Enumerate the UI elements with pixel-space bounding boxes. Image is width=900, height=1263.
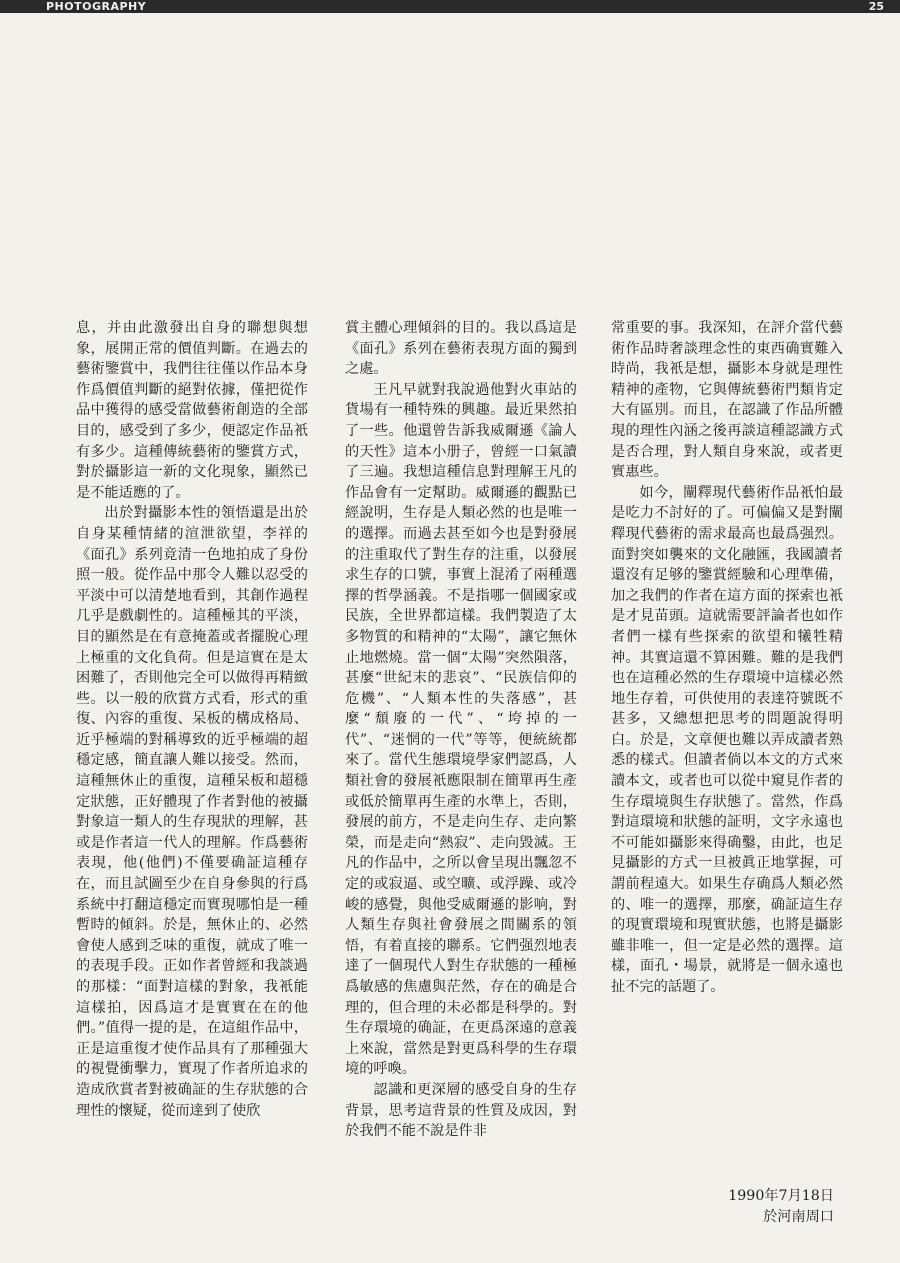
paragraph: 息，并由此激發出自身的聯想與想象，展開正常的價值判斷。在過去的藝術鑒賞中，我們往往僅以作品本身作爲價值判斷的絕對依據，僅把從作品中獲得的感受當做藝術創造的全部目的，感受到了多少，便認定作品衹有多少。這種傳統藝術的鑒賞方式，對於攝影這一新的文化現象，顯然已是不能适應的了。 [76, 320, 308, 501]
text-column-3 [611, 318, 843, 998]
paragraph: 常重要的事。我深知，在評介當代藝術作品時奢談理念性的東西确實難入時尚，我衹是想，攝影本身就是理性精神的產物，它與傳統藝術門類肯定大有區別。而且，在認識了作品所體現的理性內涵之後再談這種認識方式是否合理，對人類自身來說，或者更實惠些。 [611, 320, 843, 481]
signature-date: 1990年7月18日 [728, 1188, 834, 1204]
paragraph: 如今，闡釋現代藝術作品衹怕最是吃力不討好的了。可偏偏又是對闡釋現代藝術的需求最高也最爲强烈。面對突如襲來的文化融匯，我國讀者還沒有足够的鑒賞經驗和心理準備，加之我們的作者在這方面的探索也衹是才見苗頭。這就需要評論者也如作者們一樣有些探索的欲望和犧牲精神。其實這還不算困難。難的是我們也在這種必然的生存環境中這樣必然地生存着，可供使用的表達符號既不甚多，又總想把思考的問題說得明白。於是，文章便也難以弄成讀者熟悉的樣式。但讀者倘以本文的方式來讀本文，或者也可以從中窺見作者的生存環境與生存狀態了。當然，作爲對這環境和狀態的証明，文字永遠也不可能如攝影來得确鑿，由此，也足見攝影的方式一旦被眞正地掌握，可謂前程遠大。如果生存确爲人類必然的、唯一的選擇，那麼，确証這生存的現實環境和現實狀態，也將是攝影雖非唯一，但一定是必然的選擇。這樣，面孔・場景，就將是一個永遠也扯不完的話題了。 [611, 484, 843, 995]
signature-place: 於河南周口 [763, 1209, 834, 1225]
section-title: PHOTOGRAPHY [46, 0, 147, 13]
paragraph: 認識和更深層的感受自身的生存背景，思考這背景的性質及成因，對於我們不能不說是件非 [345, 1081, 577, 1140]
paragraph: 出於對攝影本性的領悟還是出於自身某種情緒的渲泄欲望，李祥的《面孔》系列竟清一色地拍成了身份照一般。從作品中那令人難以忍受的平淡中可以清楚地看到，其創作過程几乎是戲劇性的。這種極其的平淡，目的顯然是在有意掩蓋或者擺脫心理上極重的文化負荷。但是這實在是太困難了，否則他完全可以做得再精緻些。以一般的欣賞方式看，形式的重復、內容的重復、呆板的構成格局、近乎極端的對稱導致的近乎極端的超穩定感，簡直讓人難以接受。然而，這種無休止的重復，這種呆板和超穩定狀態，正好體現了作者對他的被攝對象這一類人的生存現狀的理解，甚或是作者這一代人的理解。作爲藝術表現，他(他們)不僅要确証這種存在，而且試圖至少在自身參與的行爲系統中打翻這穩定而實現哪怕是一種暫時的傾斜。於是，無休止的、必然會使人感到乏味的重復，就成了唯一的表現手段。正如作者曾經和我談過的那樣：“面對這樣的對象，我衹能這樣拍，因爲這才是實實在在的他們。”值得一提的是，在這組作品中，正是這重復才使作品具有了那種强大的視覺衝擊力，實現了作者所追求的造成欣賞者對被确証的生存狀態的合理性的懷疑，從而達到了使欣 [76, 505, 308, 1119]
signature-block [728, 1186, 834, 1228]
paragraph: 賞主體心理傾斜的目的。我以爲這是《面孔》系列在藝術表現方面的獨到之處。 [345, 320, 577, 378]
text-column-1 [76, 318, 308, 1121]
text-column-2 [345, 318, 577, 1142]
page-number: 25 [868, 0, 884, 13]
paragraph: 王凡早就對我說過他對火車站的貨場有一種特殊的興趣。最近果然拍了一些。他還曾告訴我威爾遜《論人的天性》這本小册子，曾經一口氣讀了三遍。我想這種信息對理解王凡的作品會有一定幫助。威爾遜的觀點已經說明，生存是人類必然的也是唯一的選擇。而過去甚至如今也是對發展的注重取代了對生存的注重，以發展求生存的口號，事實上混淆了兩種選擇的哲學涵義。不是指哪一個國家或民族，全世界都這樣。我們製造了太多物質的和精神的“太陽”，讓它無休止地燃燒。當一個“太陽”突然隕落，甚麼“世紀末的悲哀”、“民族信仰的危機”、“人類本性的失落感”，甚麼“頹廢的一代”、“垮掉的一代”、“迷惘的一代”等等，便統統都來了。當代生態環境學家們認爲，人類社會的發展衹應限制在簡單再生產或低於簡單再生產的水準上，否則，發展的前方，不是走向生存、走向繁榮，而是走向“熱寂”、走向毀滅。王凡的作品中，之所以會呈現出飄忽不定的或寂逼、或空曠、或浮躁、或冷峻的感覺，與他受威爾遜的影响，對人類生存與社會發展之間關系的領悟，有着直接的聯系。它們强烈地表達了一個現代人對生存狀態的一種極爲敏感的焦慮與茫然，存在的确是合理的，但合理的未必都是科學的。對生存環境的确証，在更爲深遠的意義上來說，當然是對更爲科學的生存環境的呼喚。 [345, 381, 577, 1078]
